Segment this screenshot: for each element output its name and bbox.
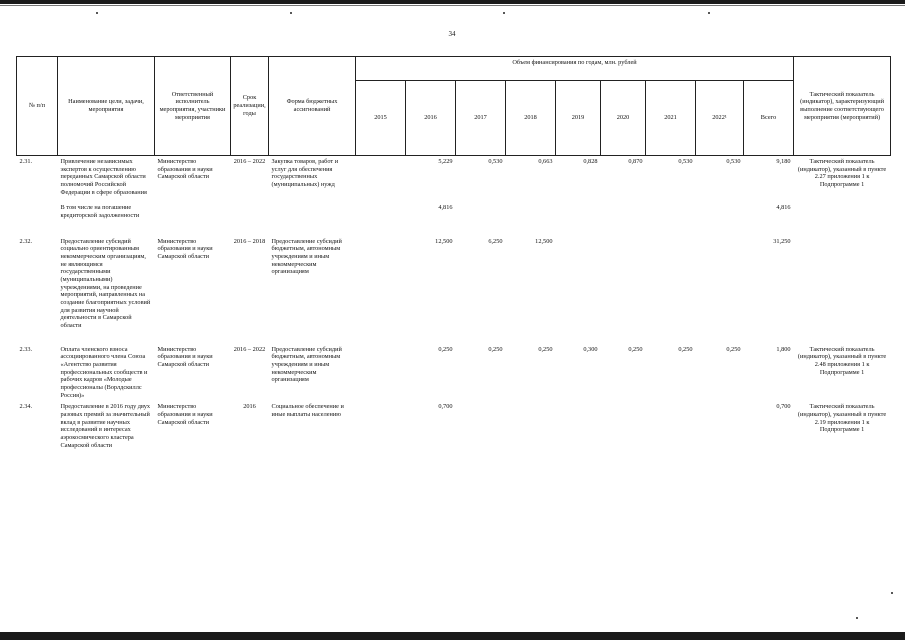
value-2016: 12,500 xyxy=(435,237,453,245)
value-2016: 0,250 xyxy=(438,345,453,353)
header-responsible: Ответственный исполнитель мероприятия, участники мероприятия xyxy=(155,57,231,156)
table-row xyxy=(17,344,891,402)
header-period: Срок реализации, годы xyxy=(231,57,269,156)
row-period: 2016 – 2022 xyxy=(233,158,266,165)
header-form: Форма бюджетных ассигнований xyxy=(269,57,356,156)
value-2018: 12,500 xyxy=(535,237,553,245)
value-2022: 0,530 xyxy=(726,158,741,165)
value-2015 xyxy=(356,156,406,199)
header-num: № п/п xyxy=(17,57,58,156)
value-2017: 0,530 xyxy=(488,158,503,165)
row-responsible: Министерство образования и науки Самарской области xyxy=(157,158,213,181)
header-name: Наименование цели, задачи, мероприятия xyxy=(58,57,155,156)
value-2018: 0,663 xyxy=(538,158,553,165)
row-indicator: Тактический показатель (индикатор), указанный в пункте 2.48 приложения 1 к Подпрограмме 1 xyxy=(797,345,887,376)
header-year: 2021 xyxy=(646,81,696,156)
value-2022 xyxy=(696,401,744,451)
value-2019 xyxy=(556,198,601,221)
value-total: 1,800 xyxy=(776,345,791,353)
table-header-row xyxy=(17,57,891,81)
row-form: Предоставление субсидий бюджетным, автономным учреждениям и иным некоммерческим организациям xyxy=(271,345,342,384)
table-subrow xyxy=(17,198,891,221)
value-2021 xyxy=(646,401,696,451)
value-2020 xyxy=(601,401,646,451)
value-2019: 0,300 xyxy=(583,345,598,353)
value-2022: 0,250 xyxy=(726,345,741,353)
scan-speck xyxy=(891,592,893,594)
value-total: 0,700 xyxy=(776,403,791,411)
value-total: 9,180 xyxy=(776,158,791,165)
scan-speck xyxy=(856,617,858,619)
header-year: 2018 xyxy=(506,81,556,156)
header-year: 2015 xyxy=(356,81,406,156)
header-year: 2017 xyxy=(456,81,506,156)
value-2015 xyxy=(356,401,406,451)
value-total: 4,816 xyxy=(776,204,791,212)
header-year: 2020 xyxy=(601,81,646,156)
value-2015 xyxy=(356,236,406,332)
row-name: Оплата членского взноса ассоциированного члена Союза «Агентство развития профессиональных сообществ и рабочих кадров «Молодые профессионалы (Ворлдскиллс Россия)» xyxy=(60,345,148,399)
row-form: Предоставление субсидий бюджетным, автономным учреждениям и иным некоммерческим организациям xyxy=(271,237,342,276)
value-2015 xyxy=(356,344,406,402)
value-2021: 0,250 xyxy=(678,345,693,353)
row-indicator: Тактический показатель (индикатор), указанный в пункте 2.19 приложения 1 к Подпрограмме 1 xyxy=(797,403,887,434)
table-row xyxy=(17,156,891,199)
value-2020 xyxy=(601,236,646,332)
header-year: 2022¹ xyxy=(696,81,744,156)
scan-speck xyxy=(96,12,98,14)
value-2019: 0,828 xyxy=(583,158,598,165)
row-number: 2.34. xyxy=(19,403,33,411)
value-2018: 0,250 xyxy=(538,345,553,353)
page-number: 34 xyxy=(448,30,456,38)
value-total: 31,250 xyxy=(773,237,791,245)
subrow-name: В том числе на погашение кредиторской задолженности xyxy=(60,204,140,220)
row-number: 2.31. xyxy=(19,158,33,165)
row-number: 2.32. xyxy=(19,237,33,245)
row-name: Привлечение независимых экспертов к осуществлению переданных Самарской области полномочий Российской Федерации в сфере образования xyxy=(60,158,147,196)
header-total: Всего xyxy=(744,81,794,156)
scan-speck xyxy=(290,12,292,14)
value-2021: 0,530 xyxy=(678,158,693,165)
value-2017 xyxy=(456,198,506,221)
scan-speck xyxy=(708,12,710,14)
scan-border-top xyxy=(0,0,905,4)
scan-border-bottom xyxy=(0,632,905,640)
value-2020: 0,870 xyxy=(628,158,643,165)
value-2020: 0,250 xyxy=(628,345,643,353)
header-year: 2019 xyxy=(556,81,601,156)
value-2018 xyxy=(506,401,556,451)
scan-border-top-line xyxy=(0,5,905,6)
value-2017 xyxy=(456,401,506,451)
header-indicator: Тактический показатель (индикатор), характеризующий выполнение соответствующего мероприятия (мероприятий) xyxy=(794,57,891,156)
row-name: Предоставление субсидий социально ориентированным некоммерческим организациям, не являющимся государственными (муниципальными) учреждениями, на проведение мероприятий, направленных на создание благоприятных условий для развития научной деятельности в Самарской области xyxy=(60,237,151,330)
value-2015 xyxy=(356,198,406,221)
header-financing: Объем финансирования по годам, млн. рублей xyxy=(356,57,794,81)
table-row xyxy=(17,236,891,332)
scan-speck xyxy=(503,12,505,14)
value-2016: 4,816 xyxy=(438,204,453,212)
value-2021 xyxy=(646,236,696,332)
row-indicator xyxy=(794,236,891,332)
value-2022 xyxy=(696,236,744,332)
row-period: 2016 – 2018 xyxy=(233,237,266,245)
value-2016: 5,229 xyxy=(438,158,453,165)
row-responsible: Министерство образования и науки Самарской области xyxy=(157,345,213,369)
value-2016: 0,700 xyxy=(438,403,453,411)
row-name: Предоставление в 2016 году двух разовых премий за значительный вклад в развитие научных исследований в интересах аэрокосмического кластера Самарской области xyxy=(60,403,151,449)
table-row xyxy=(17,401,891,451)
row-number: 2.33. xyxy=(19,345,33,353)
row-form: Закупка товаров, работ и услуг для обеспечения государственных (муниципальных) нужд xyxy=(271,158,339,189)
value-2020 xyxy=(601,198,646,221)
row-period: 2016 – 2022 xyxy=(233,345,266,353)
row-indicator: Тактический показатель (индикатор), указанный в пункте 2.27 приложения 1 к Подпрограмме 1 xyxy=(797,158,887,189)
value-2018 xyxy=(506,198,556,221)
row-responsible: Министерство образования и науки Самарской области xyxy=(157,237,213,261)
value-2019 xyxy=(556,401,601,451)
header-year: 2016 xyxy=(406,81,456,156)
value-2019 xyxy=(556,236,601,332)
value-2017: 6,250 xyxy=(488,237,503,245)
row-period: 2016 xyxy=(243,403,256,411)
financing-table xyxy=(16,56,891,452)
row-responsible: Министерство образования и науки Самарской области xyxy=(157,403,213,426)
row-form: Социальное обеспечение и иные выплаты населению xyxy=(271,403,344,419)
value-2021 xyxy=(646,198,696,221)
value-2022 xyxy=(696,198,744,221)
value-2017: 0,250 xyxy=(488,345,503,353)
